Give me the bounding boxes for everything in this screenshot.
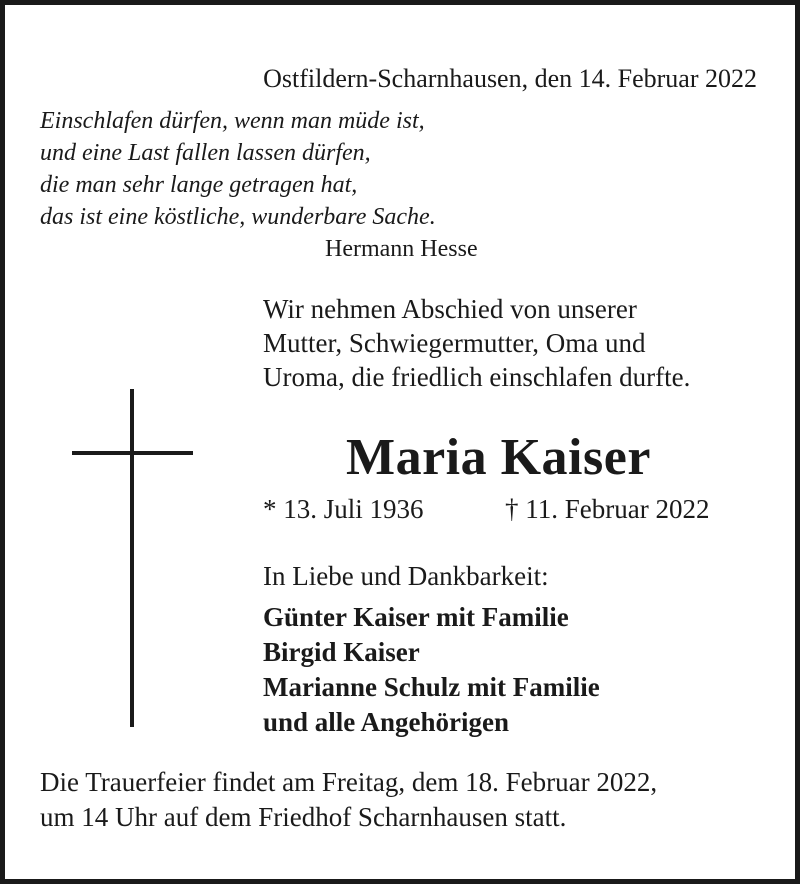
cross-vertical-bar <box>130 389 134 727</box>
death-date: † 11. Februar 2022 <box>505 494 710 524</box>
mourners-list <box>263 600 600 740</box>
poem-author: Hermann Hesse <box>325 236 478 262</box>
cross-icon <box>72 389 193 727</box>
mourner-item: und alle Angehörigen <box>263 707 510 737</box>
intro-line: Mutter, Schwiegermutter, Oma und <box>263 328 646 358</box>
intro-text <box>263 292 690 394</box>
funeral-info <box>40 765 657 835</box>
poem-line: Einschlafen dürfen, wenn man müde ist, <box>40 108 425 134</box>
intro-line: Wir nehmen Abschied von unserer <box>263 294 637 324</box>
poem-line: und eine Last fallen lassen dürfen, <box>40 140 371 166</box>
funeral-line: um 14 Uhr auf dem Friedhof Scharnhausen statt. <box>40 802 567 832</box>
birth-date: * 13. Juli 1936 <box>263 494 424 524</box>
poem-line: das ist eine köstliche, wunderbare Sache. <box>40 204 436 230</box>
mourner-item: Marianne Schulz mit Familie <box>263 672 600 702</box>
intro-line: Uroma, die friedlich einschlafen durfte. <box>263 362 691 392</box>
funeral-line: Die Trauerfeier findet am Freitag, dem 18. Februar 2022, <box>40 767 658 797</box>
mourner-item: Günter Kaiser mit Familie <box>263 602 569 632</box>
poem-line: die man sehr lange getragen hat, <box>40 172 358 198</box>
place-date: Ostfildern-Scharnhausen, den 14. Februar 2022 <box>263 64 757 93</box>
deceased-name: Maria Kaiser <box>346 429 651 486</box>
thanks-line: In Liebe und Dankbarkeit: <box>263 561 549 591</box>
mourner-item: Birgid Kaiser <box>263 637 420 667</box>
cross-horizontal-bar <box>72 451 193 455</box>
poem <box>40 105 436 233</box>
